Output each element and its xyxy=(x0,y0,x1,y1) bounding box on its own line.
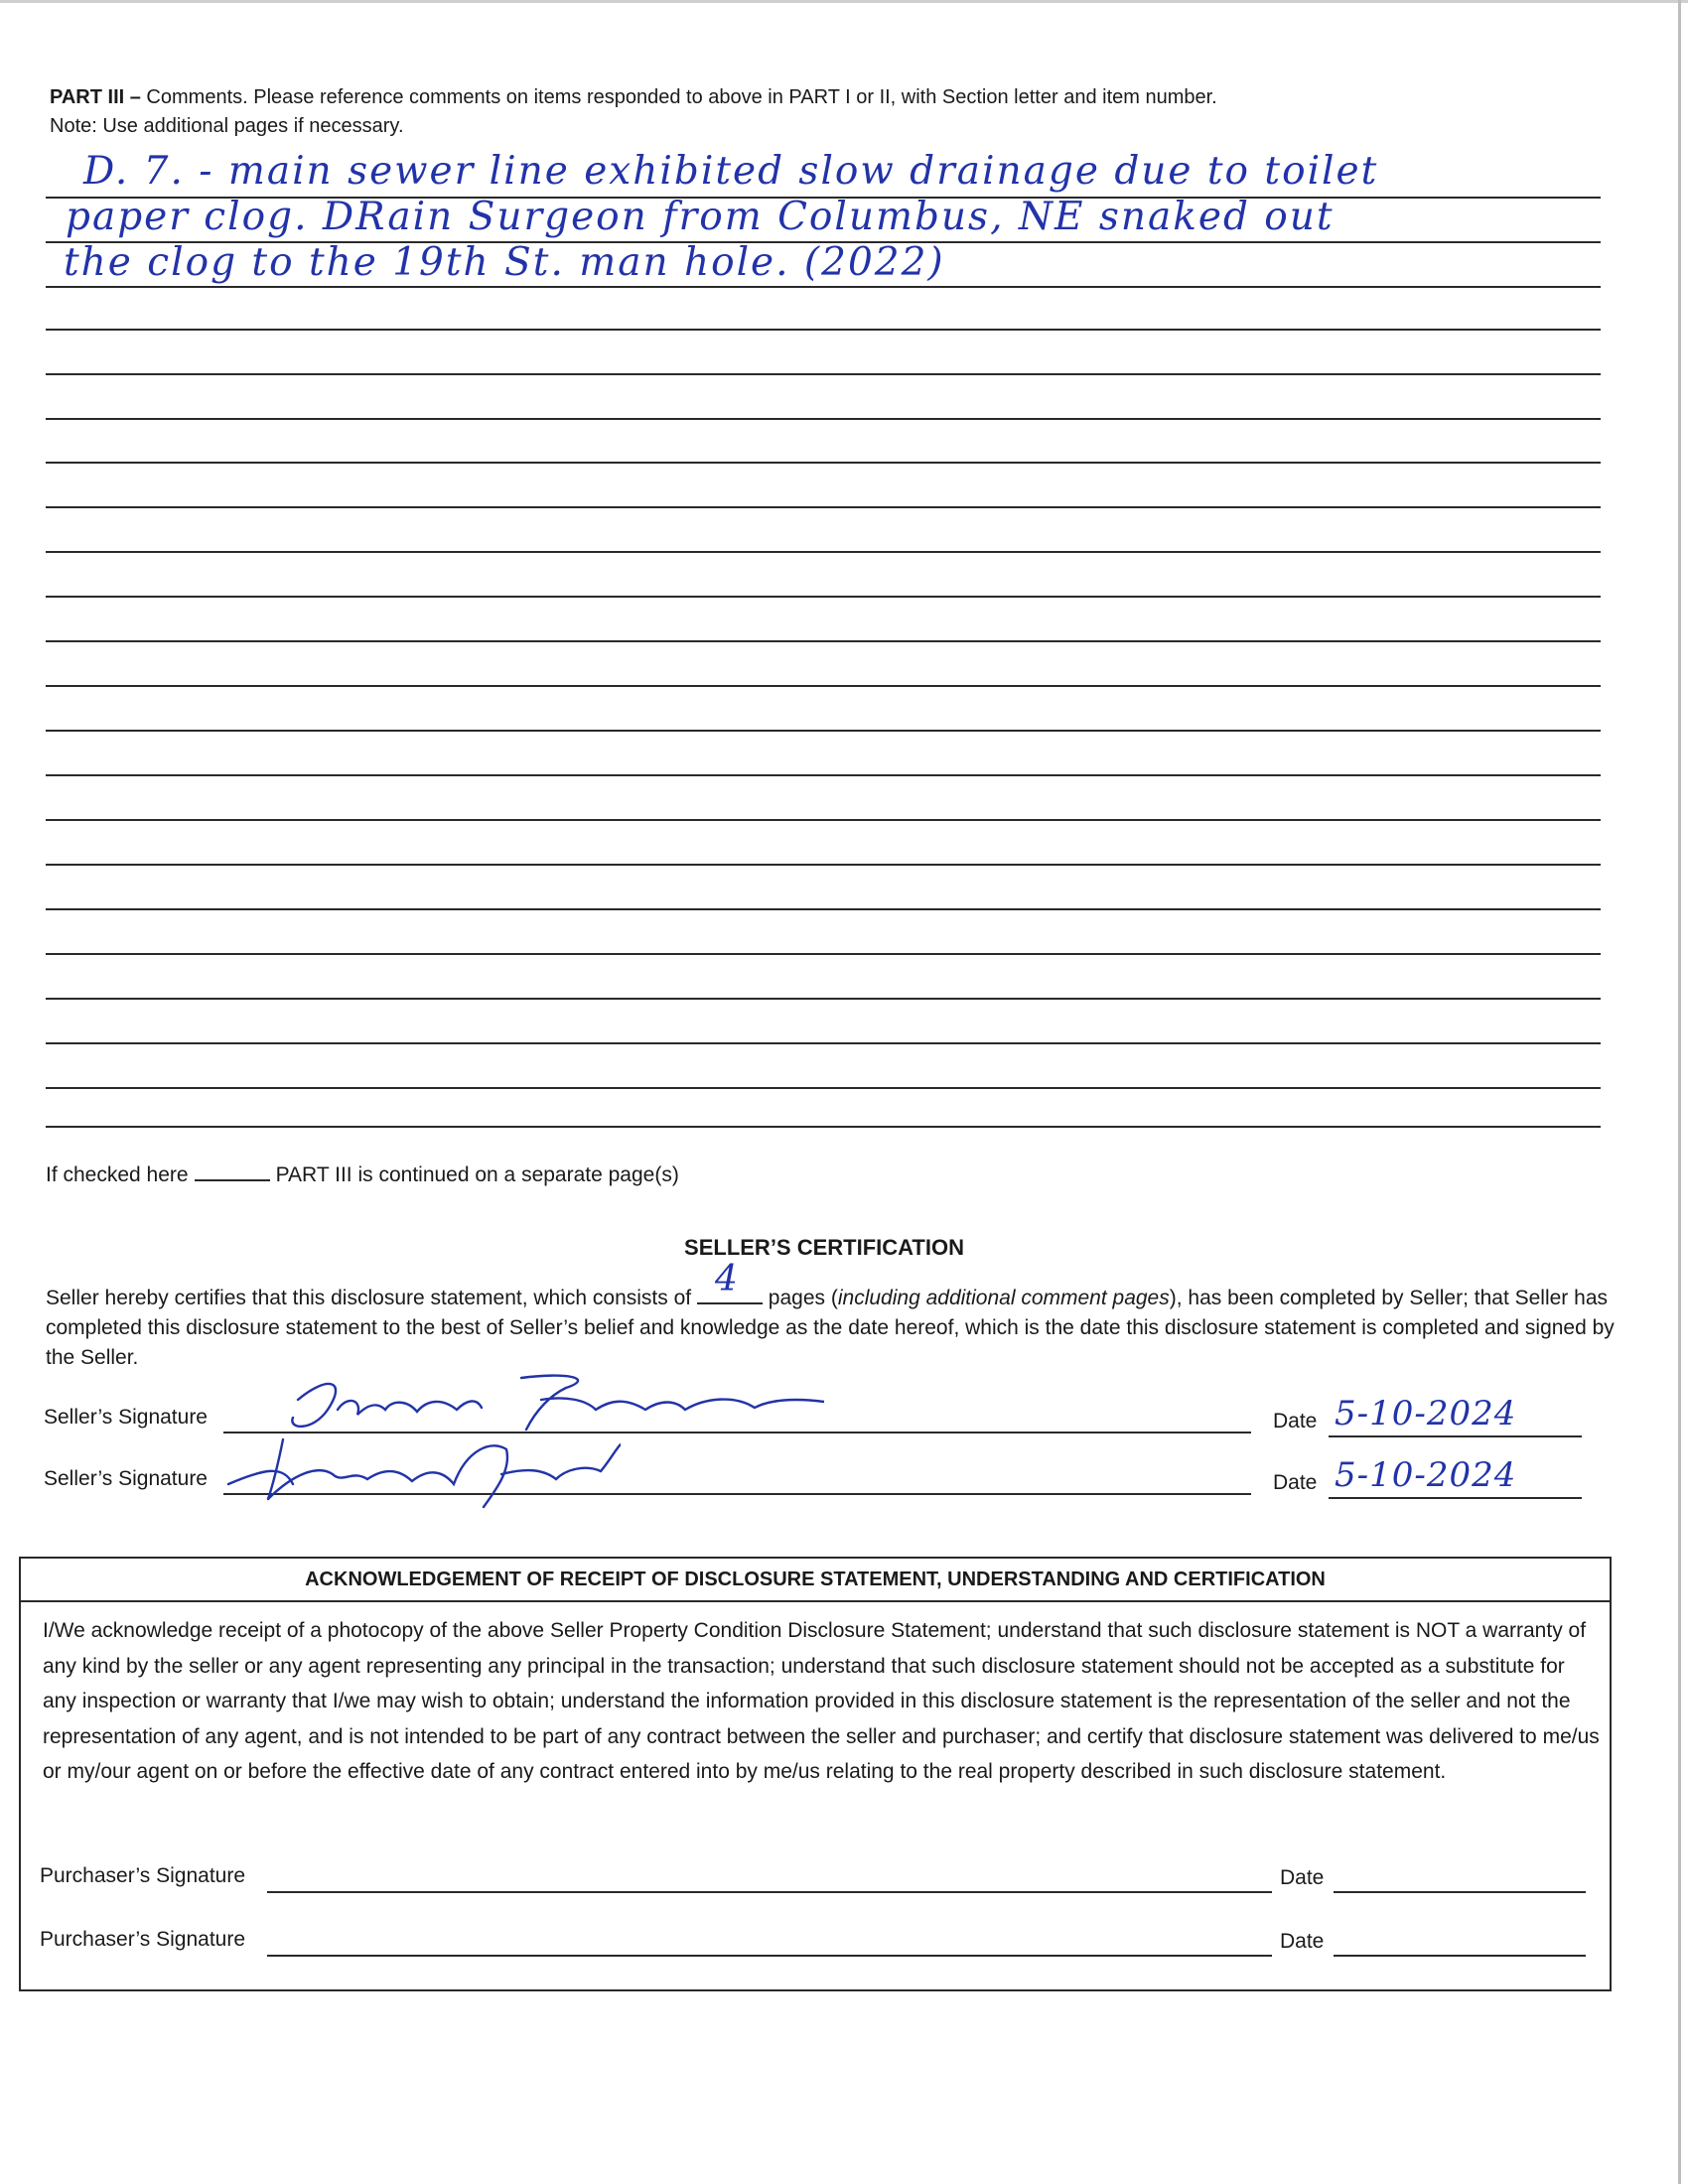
comment-line[interactable] xyxy=(46,640,1601,642)
continuation-line xyxy=(46,1163,679,1187)
comment-line[interactable] xyxy=(46,373,1601,375)
part3-heading-bold: PART III – xyxy=(50,86,141,108)
purchaser-signature-label-1: Purchaser’s Signature xyxy=(40,1864,246,1887)
page-right-edge xyxy=(1678,0,1681,2184)
acknowledgement-title: ACKNOWLEDGEMENT OF RECEIPT OF DISCLOSURE STATEMENT, UNDERSTANDING AND CERTIFICATION xyxy=(21,1559,1610,1602)
comment-line[interactable] xyxy=(46,1087,1601,1089)
comment-line[interactable] xyxy=(46,864,1601,866)
seller-date-label-2: Date xyxy=(1273,1471,1318,1494)
comment-line[interactable] xyxy=(46,506,1601,508)
acknowledgement-text: I/We acknowledge receipt of a photocopy of the above Seller Property Condition Disclosure Statement; understand that such disclosure statement is NOT a warranty of any kind by the seller or any agent representing any principal in the transaction; understand that such disclosure statement should not be accepted as a substitute for any inspection or warranty that I/we may wish to obtain; understand the information provided in this disclosure statement is the representation of the seller and not the representation of any agent, and is not intended to be part of any contract between the seller and purchaser; and certify that disclosure statement was delivered to me/us or my/our agent on or before the effective date of any contract entered into by me/us relating to the real property described in such disclosure statement. xyxy=(43,1619,1600,1784)
continuation-suffix: PART III is continued on a separate page(s) xyxy=(275,1163,679,1186)
seller-date-value-1: 5-10-2024 xyxy=(1335,1394,1517,1433)
handwritten-comment-line-1: D. 7. - main sewer line exhibited slow drainage due to toilet xyxy=(83,149,1379,194)
purchaser-signature-line-2[interactable] xyxy=(267,1955,1272,1957)
continuation-checkbox-blank[interactable] xyxy=(195,1178,270,1181)
page-top-edge xyxy=(0,0,1688,3)
comment-line[interactable] xyxy=(46,774,1601,776)
handwritten-comment-line-2: paper clog. DRain Surgeon from Columbus, NE snaked out xyxy=(66,195,1335,239)
comment-line[interactable] xyxy=(46,596,1601,598)
seller-date-line-1[interactable] xyxy=(1329,1435,1582,1437)
purchaser-signature-label-2: Purchaser’s Signature xyxy=(40,1928,246,1951)
comment-line[interactable] xyxy=(46,998,1601,1000)
seller-signature-2 xyxy=(223,1430,621,1519)
cert-text-before: Seller hereby certifies that this disclosure statement, which consists of xyxy=(46,1287,692,1309)
comment-line[interactable] xyxy=(46,462,1601,464)
part3-heading xyxy=(50,83,1440,141)
pages-count-value: 4 xyxy=(714,1259,738,1299)
acknowledgement-box xyxy=(19,1557,1612,1991)
handwritten-comment-line-3: the clog to the 19th St. man hole. (2022) xyxy=(64,240,945,285)
comment-line[interactable] xyxy=(46,418,1601,420)
seller-date-label-1: Date xyxy=(1273,1410,1318,1433)
comment-line[interactable] xyxy=(46,1126,1601,1128)
cert-text-italic: including additional comment pages xyxy=(837,1287,1170,1309)
seller-date-value-2: 5-10-2024 xyxy=(1335,1455,1517,1495)
cert-text-after: ), has been completed by Seller; that Seller has completed this disclosure statement to the best of Seller’s belief and knowledge as the date hereof, which is the date this disclosure statement is completed and signed by the Seller. xyxy=(46,1287,1615,1369)
comment-line[interactable] xyxy=(46,1042,1601,1044)
sellers-certification-text xyxy=(46,1259,1624,1373)
seller-date-line-2[interactable] xyxy=(1329,1497,1582,1499)
pages-count-field[interactable] xyxy=(697,1259,763,1304)
part3-note: Note: Use additional pages if necessary. xyxy=(50,115,404,137)
comment-line[interactable] xyxy=(46,730,1601,732)
comment-line[interactable] xyxy=(46,908,1601,910)
comment-line[interactable] xyxy=(46,329,1601,331)
purchaser-date-line-2[interactable] xyxy=(1334,1955,1586,1957)
comment-line[interactable] xyxy=(46,953,1601,955)
continuation-prefix: If checked here xyxy=(46,1163,189,1186)
purchaser-date-label-2: Date xyxy=(1280,1930,1325,1953)
purchaser-date-label-1: Date xyxy=(1280,1866,1325,1889)
comment-line[interactable] xyxy=(46,286,1601,288)
sellers-certification-title: SELLER’S CERTIFICATION xyxy=(684,1235,964,1260)
comment-line[interactable] xyxy=(46,685,1601,687)
purchaser-date-line-1[interactable] xyxy=(1334,1891,1586,1893)
comment-line[interactable] xyxy=(46,551,1601,553)
purchaser-signature-line-1[interactable] xyxy=(267,1891,1272,1893)
comment-line[interactable] xyxy=(46,819,1601,821)
seller-signature-label-2: Seller’s Signature xyxy=(44,1467,208,1490)
seller-signature-label-1: Seller’s Signature xyxy=(44,1406,208,1429)
cert-text-pages: pages ( xyxy=(762,1287,838,1309)
part3-heading-text: Comments. Please reference comments on items responded to above in PART I or II, with Section letter and item number. xyxy=(140,86,1217,108)
